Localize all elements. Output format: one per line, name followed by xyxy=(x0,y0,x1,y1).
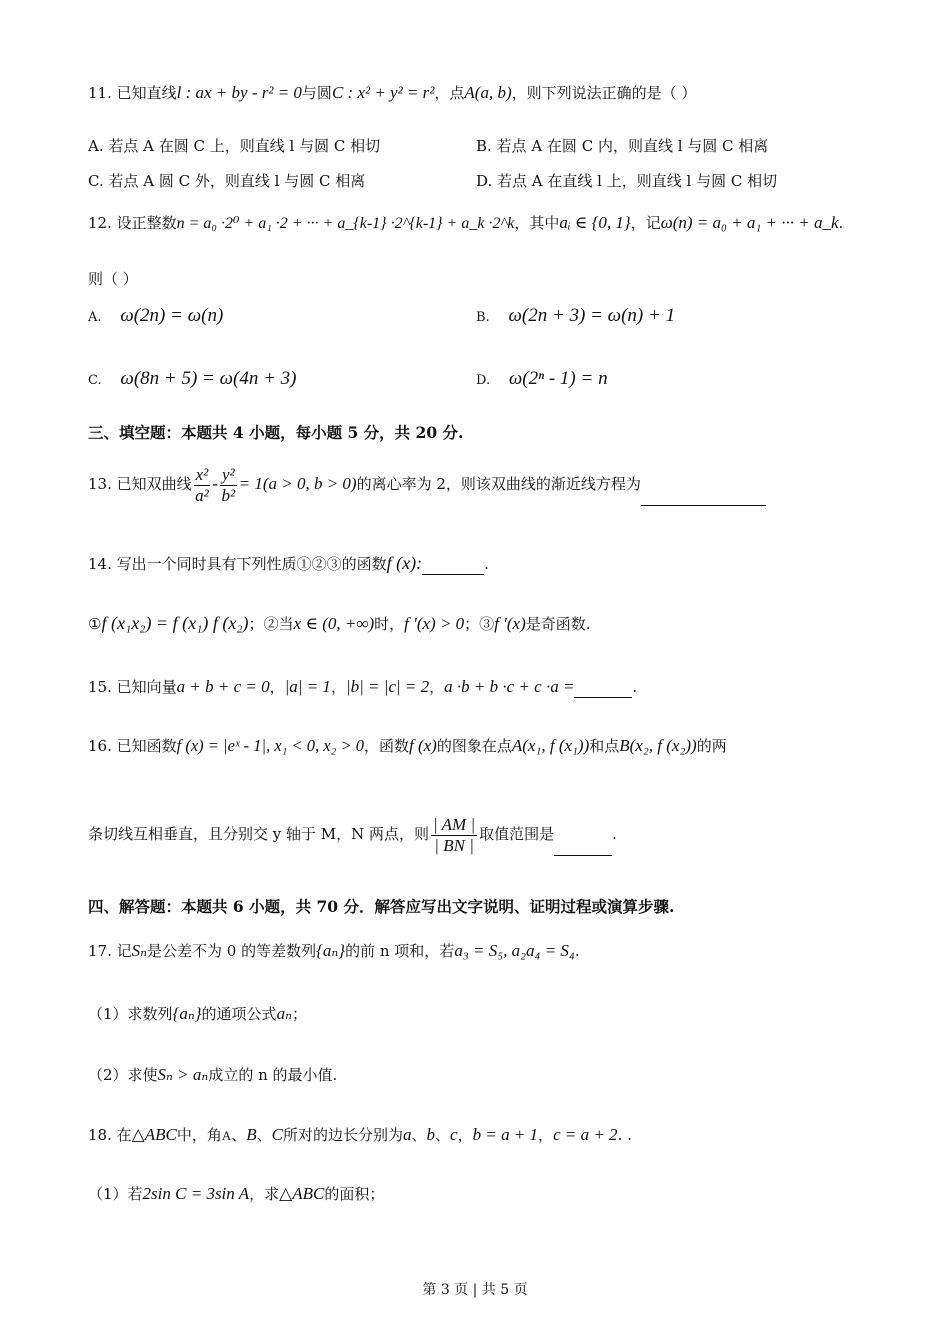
q17-stem: 17. 记Sₙ是公差不为 0 的等差数列{aₙ}的前 n 项和，若a₃ = S₅, a₂a₄ = S₄. xyxy=(88,941,580,960)
q12-then: 则（ ） xyxy=(88,270,138,288)
section-4-title: 四、解答题：本题共 6 小题，共 70 分．解答应写出文字说明、证明过程或演算步骤. xyxy=(88,897,675,916)
fraction-y2-b2: $\frac{\text{y²}}{\text{b²}}$ xyxy=(221,464,236,505)
q12-stem: 12. 设正整数n = a₀ ·2⁰ + a₁ ·2 + ··· + a_{k-1} ·2^{k-1} + a_k ·2^k，其中aᵢ ∈ {0, 1}，记ω(n) = a₀ + a₁ + ··· + a_k. xyxy=(88,213,844,232)
q12-option-b: B. ω(2n + 3) = ω(n) + 1 xyxy=(476,305,676,326)
q11-option-b: B. 若点 A 在圆 C 内，则直线 l 与圆 C 相离 xyxy=(476,137,769,155)
q15-stem: 15. 已知向量a + b + c = 0，|a| = 1，|b| = |c| = 2，a ·b + b ·c + c ·a = . xyxy=(88,677,638,696)
page-footer: 第 3 页 | 共 5 页 xyxy=(422,1282,528,1298)
q11-option-c: C. 若点 A 圆 C 外，则直线 l 与圆 C 相离 xyxy=(88,172,366,190)
q12-option-c: C. ω(8n + 5) = ω(4n + 3) xyxy=(88,368,297,389)
q11-option-a: A. 若点 A 在圆 C 上，则直线 l 与圆 C 相切 xyxy=(88,137,381,155)
q14-stem: 14. 写出一个同时具有下列性质①②③的函数f (x): . xyxy=(88,553,489,573)
q12-option-a: A. ω(2n) = ω(n) xyxy=(88,305,224,326)
q11-option-d: D. 若点 A 在直线 l 上，则直线 l 与圆 C 相切 xyxy=(476,172,778,190)
q11-stem: 11. 已知直线l : ax + by - r² = 0与圆C : x² + y² = r²，点A(a, b)，则下列说法正确的是（ ） xyxy=(88,83,697,102)
line-equation: l : ax + by - r² = 0 xyxy=(176,83,302,102)
q16-stem: 16. 已知函数f (x) = |eˣ - 1|, x₁ < 0, x₂ > 0，函数f (x)的图象在点A(x₁, f (x₁))和点B(x₂, f (x₂))的两 xyxy=(88,736,727,755)
q13-stem: 13. 已知双曲线 $\frac{\text{x²}}{\text{a²}}$ - $\frac{\text{y²}}{\text{b²}}$ = 1(a > 0, b > 0)的离心率为 2，则该双曲线的渐近线方程为 xyxy=(88,462,766,506)
q16-line-2: 条切线互相垂直，且分别交 y 轴于 M，N 两点，则 $\frac{| AM |}{| BN |}$ 取值范围是 . xyxy=(88,814,617,855)
fraction-am-bn: $\frac{| AM |}{| BN |}$ xyxy=(433,814,476,855)
section-3-title: 三、填空题：本题共 4 小题，每小题 5 分，共 20 分. xyxy=(88,423,464,442)
n-expansion: n = a₀ ·2⁰ + a₁ ·2 + ··· + a_{k-1} ·2^{k-1} + a_k ·2^k xyxy=(176,215,515,232)
fraction-x2-a2: $\frac{\text{x²}}{\text{a²}}$ xyxy=(195,464,209,505)
q17-part-2: （2）求使Sₙ > aₙ成立的 n 的最小值. xyxy=(88,1065,338,1084)
q18-part-1: （1）若2sin C = 3sin A，求△ABC的面积； xyxy=(88,1184,385,1203)
q14-properties: ①f (x₁x₂) = f (x₁) f (x₂)；②当x ∈ (0, +∞)时，f ′(x) > 0；③f ′(x)是奇函数. xyxy=(88,613,591,633)
ai-condition: aᵢ ∈ {0, 1} xyxy=(559,213,631,232)
q18-stem: 18. 在△ABC中，角A、B、C所对的边长分别为a、b、c，b = a + 1，c = a + 2. . xyxy=(88,1125,632,1144)
q15-answer-blank[interactable] xyxy=(574,681,632,698)
q16-answer-blank[interactable] xyxy=(554,839,612,856)
q12-option-d: D. ω(2ⁿ - 1) = n xyxy=(476,368,608,389)
q14-answer-blank[interactable] xyxy=(422,558,484,575)
q13-answer-blank[interactable] xyxy=(641,489,766,506)
q17-part-1: （1）求数列{aₙ}的通项公式aₙ； xyxy=(88,1004,307,1023)
circle-equation: C : x² + y² = r² xyxy=(331,83,435,102)
omega-definition: ω(n) = a₀ + a₁ + ··· + a_k xyxy=(660,213,839,232)
point-a: A(a, b) xyxy=(464,83,512,102)
